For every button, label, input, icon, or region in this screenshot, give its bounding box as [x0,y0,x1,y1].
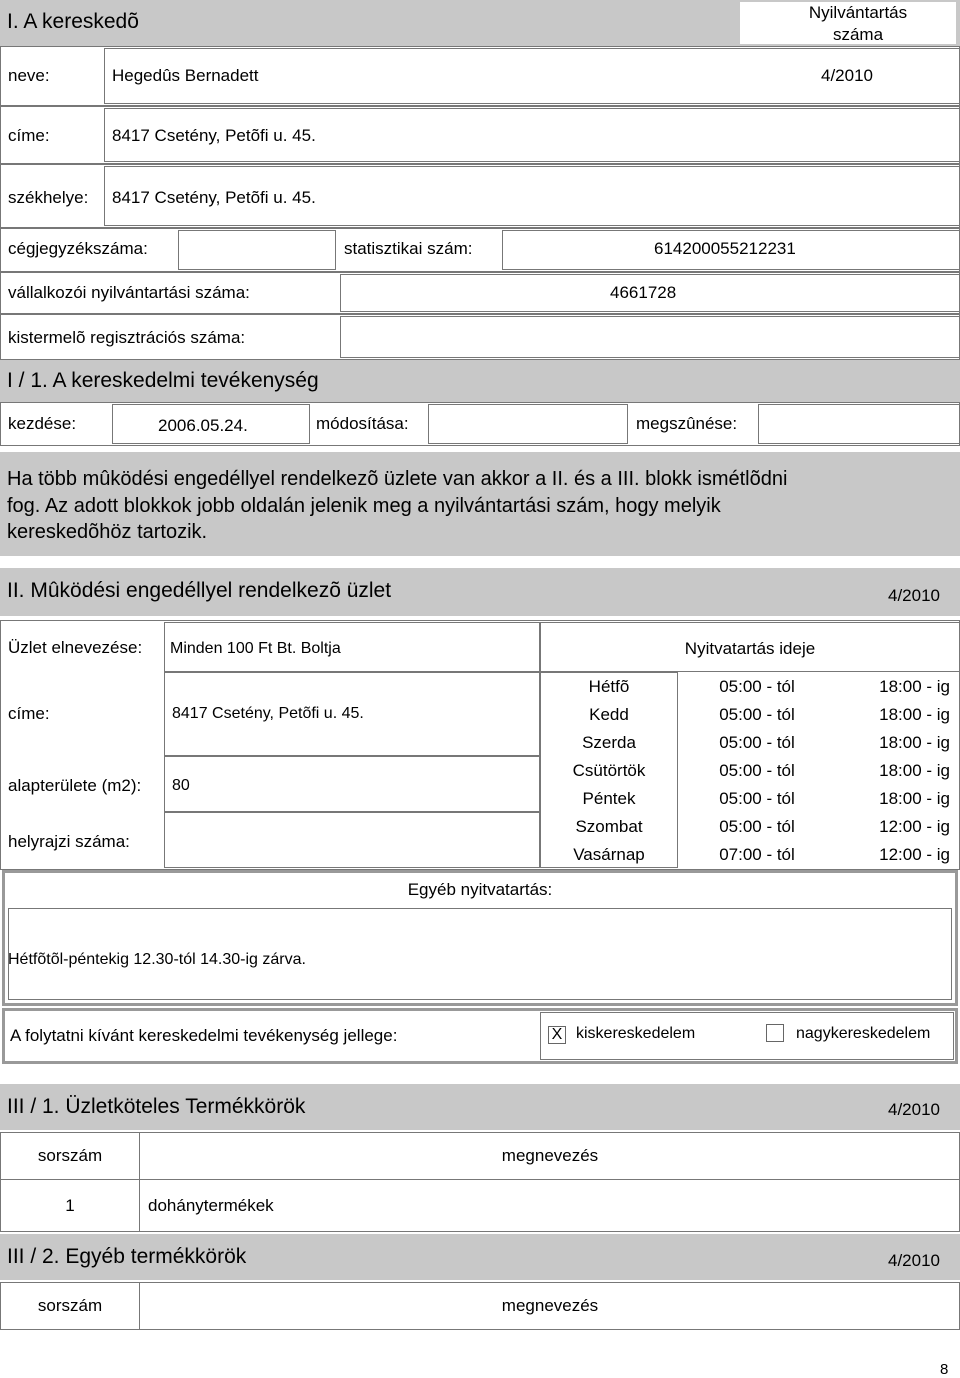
products-row-no: 1 [65,1196,75,1215]
retail-label: kiskereskedelem [576,1025,696,1042]
other-hours-label: Egyéb nyitvatartás: [407,880,553,899]
entrepreneur-value: 4661728 [610,283,677,302]
page-number: 8 [940,1361,949,1378]
hours-to: 12:00 - ig [879,817,950,836]
merchant-seat-value: 8417 Csetény, Petõfi u. 45. [112,188,316,207]
shop-name-value: Minden 100 Ft Bt. Boltja [170,640,341,657]
hours-from: 05:00 - tól [719,677,795,696]
products-col-name: megnevezés [501,1146,599,1165]
merchant-seat-label: székhelye: [8,188,89,207]
activity-mod-label: módosítása: [316,414,409,433]
other-products-col-no: sorszám [37,1296,103,1315]
hours-list [540,672,960,868]
shop-area-label: alapterülete (m2): [8,776,142,795]
stat-value: 614200055212231 [654,239,796,258]
company-reg-field [178,230,336,270]
hours-day: Péntek [582,789,636,808]
stat-label: statisztikai szám: [344,239,473,258]
other-products-section-title: III / 2. Egyéb termékkörök [7,1245,247,1268]
hours-from: 05:00 - tól [719,761,795,780]
products-section-title: III / 1. Üzletköteles Termékkörök [7,1095,306,1118]
hours-row [540,728,960,756]
notice-line-2: fog. Az adott blokkok jobb oldalán jelenik meg a nyilvántartási szám, hogy melyik [7,495,721,517]
shop-address-value: 8417 Csetény, Petõfi u. 45. [172,705,364,722]
merchant-section-title: I. A kereskedõ [7,10,139,33]
company-reg-label: cégjegyzékszáma: [8,239,148,258]
shop-name-label: Üzlet elnevezése: [8,638,143,657]
notice-line-1: Ha több mûködési engedéllyel rendelkezõ üzlete van akkor a II. és a III. blokk ismétlõdni [7,468,788,490]
shop-address-label: címe: [8,704,50,723]
activity-end-field [758,404,960,444]
activity-section-title: I / 1. A kereskedelmi tevékenység [7,369,319,392]
hours-to: 18:00 - ig [879,761,950,780]
hours-day: Csütörtök [572,761,646,780]
other-products-col-name: megnevezés [501,1296,599,1315]
farmer-label: kistermelõ regisztrációs száma: [8,328,246,347]
wholesale-checkbox[interactable] [766,1024,784,1042]
hours-day: Szerda [582,733,636,752]
hours-row [540,756,960,784]
hours-row [540,784,960,812]
shop-section-title: II. Mûködési engedéllyel rendelkezõ üzlet [7,579,392,602]
notice-line-3: kereskedõhöz tartozik. [7,521,208,543]
activity-start-field [112,404,310,444]
merchant-name-label: neve: [8,66,50,85]
merchant-name-value: Hegedûs Bernadett [112,66,259,85]
activity-end-label: megszûnése: [636,414,738,433]
hours-day: Vasárnap [573,845,645,864]
merchant-reg-label-line2: száma [832,25,884,44]
activity-start-label: kezdése: [8,414,77,433]
entrepreneur-label: vállalkozói nyilvántartási száma: [8,283,250,302]
hours-row [540,812,960,840]
hours-to: 12:00 - ig [879,845,950,864]
hours-day: Hétfõ [588,677,630,696]
activity-mod-field [428,404,628,444]
products-reg-number: 4/2010 [888,1100,940,1119]
hours-day: Kedd [589,705,629,724]
hours-from: 05:00 - tól [719,789,795,808]
hours-from: 05:00 - tól [719,817,795,836]
merchant-address-label: címe: [8,126,50,145]
hours-from: 07:00 - tól [719,845,795,864]
hours-to: 18:00 - ig [879,677,950,696]
nature-label: A folytatni kívánt kereskedelmi tevékenység jellege: [10,1026,398,1045]
farmer-field [340,316,960,358]
wholesale-label: nagykereskedelem [796,1025,931,1042]
hours-day: Szombat [575,817,643,836]
shop-area-field [164,756,540,812]
merchant-reg-label-line1: Nyilvántartás [808,3,908,22]
hours-row [540,840,960,868]
merchant-address-value: 8417 Csetény, Petõfi u. 45. [112,126,316,145]
hours-title: Nyitvatartás ideje [684,639,816,658]
shop-area-value: 80 [172,777,190,794]
merchant-reg-number: 4/2010 [821,66,873,85]
hours-from: 05:00 - tól [719,705,795,724]
products-col-no: sorszám [37,1146,103,1165]
shop-lot-label: helyrajzi száma: [8,832,130,851]
other-products-reg-number: 4/2010 [888,1251,940,1270]
activity-start-value: 2006.05.24. [158,416,248,435]
hours-to: 18:00 - ig [879,789,950,808]
hours-to: 18:00 - ig [879,733,950,752]
hours-from: 05:00 - tól [719,733,795,752]
hours-row [540,672,960,700]
shop-reg-number: 4/2010 [888,586,940,605]
hours-row [540,700,960,728]
products-row-name: dohánytermékek [148,1196,274,1215]
other-hours-value: Hétfõtõl-péntekig 12.30-tól 14.30-ig zárva. [8,951,306,968]
hours-to: 18:00 - ig [879,705,950,724]
retail-checkbox[interactable]: X [548,1026,566,1044]
shop-lot-field [164,812,540,868]
